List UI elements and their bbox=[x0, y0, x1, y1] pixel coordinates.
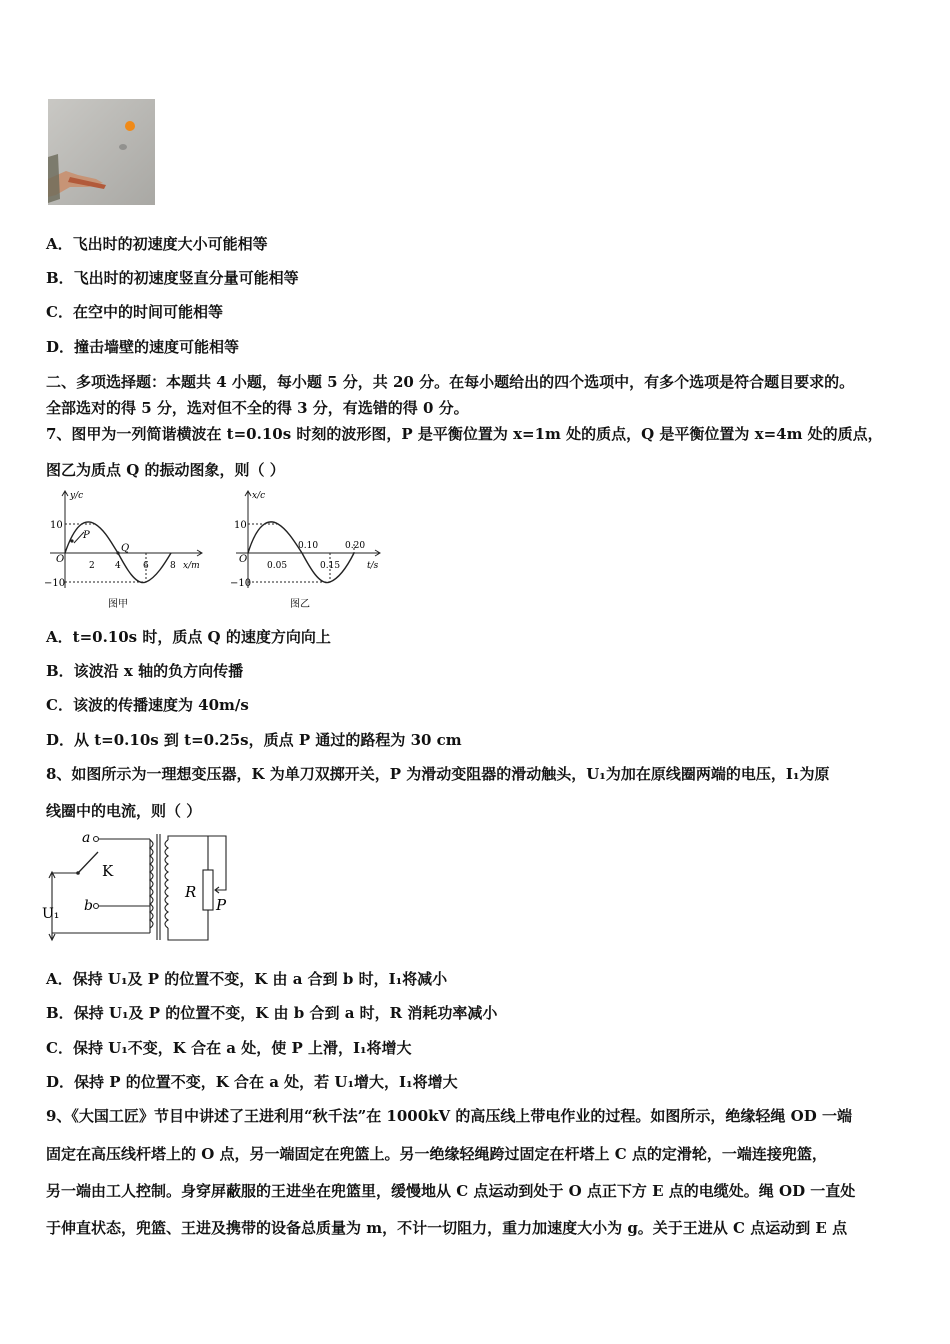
q6-option-b: B．飞出时的初速度竖直分量可能相等 bbox=[46, 269, 299, 287]
section2-heading-line2: 全部选对的得 5 分，选对但不全的得 3 分，有选错的得 0 分。 bbox=[46, 399, 469, 417]
q7-option-c: C．该波的传播速度为 40m/s bbox=[46, 696, 249, 714]
terminal-a bbox=[94, 837, 99, 842]
q6-option-d: D．撞击墙壁的速度可能相等 bbox=[46, 338, 240, 356]
label-a: a bbox=[82, 830, 91, 846]
q7-stem-line2: 图乙为质点 Q 的振动图象，则（ ） bbox=[46, 461, 285, 479]
switch-pivot bbox=[76, 871, 80, 875]
q7-stem-line1: 7、图甲为一列简谐横波在 t=0.10s 时刻的波形图，P 是平衡位置为 x=1m 处的质点，Q 是平衡位置为 x=4m 处的质点， bbox=[46, 425, 883, 443]
t-tick-005: 0.05 bbox=[267, 561, 288, 571]
terminal-b bbox=[94, 904, 99, 909]
wire-secondary-bottom bbox=[168, 910, 208, 940]
q8-option-c: C．保持 U₁不变，K 合在 a 处，使 P 上滑，I₁将增大 bbox=[46, 1039, 412, 1057]
x-axis-label: t/s bbox=[367, 561, 379, 571]
x-tick-2: 2 bbox=[89, 561, 95, 571]
figure-caption-jia: 图甲 bbox=[108, 599, 128, 610]
label-u1: U₁ bbox=[42, 906, 60, 922]
y-axis-label: y/c bbox=[70, 491, 84, 501]
q8-option-b: B．保持 U₁及 P 的位置不变，K 由 b 合到 a 时，R 消耗功率减小 bbox=[46, 1004, 498, 1022]
t-tick-015: 0.15 bbox=[320, 561, 341, 571]
q9-stem-line2: 固定在高压线杆塔上的 O 点，另一端固定在兜篮上。另一绝缘轻绳跨过固定在杆塔上 C 点的定滑轮，一端连接兜篮， bbox=[46, 1145, 827, 1163]
y-tick-minus10: −10 bbox=[44, 578, 66, 589]
q9-stem-line4: 于伸直状态，兜篮、王进及携带的设备总质量为 m，不计一切阻力，重力加速度大小为 g。关于王进从 C 点运动到 E 点 bbox=[46, 1219, 848, 1237]
point-q-label: Q bbox=[121, 543, 130, 554]
point-p bbox=[70, 539, 73, 542]
figure-caption-yi: 图乙 bbox=[290, 599, 310, 610]
q9-stem-line3: 另一端由工人控制。身穿屏蔽服的王进坐在兜篮里，缓慢地从 C 点运动到处于 O 点正下方 E 点的电缆处。绳 OD 一直处 bbox=[46, 1182, 856, 1200]
switch-k-blade bbox=[78, 852, 98, 873]
t-tick-020: 0.20 bbox=[345, 541, 366, 551]
point-q bbox=[116, 551, 119, 554]
label-k: K bbox=[102, 862, 114, 880]
point-p-label: P bbox=[83, 530, 90, 541]
origin-label: O bbox=[239, 554, 248, 565]
vibration-graph-yi bbox=[230, 488, 390, 616]
slider-wire bbox=[208, 836, 226, 890]
y-tick-minus10: −10 bbox=[230, 578, 252, 589]
y-axis-label: x/c bbox=[252, 491, 266, 501]
x-axis-label: x/m bbox=[183, 561, 200, 571]
label-r: R bbox=[185, 883, 197, 901]
q8-option-d: D．保持 P 的位置不变，K 合在 a 处，若 U₁增大，I₁将增大 bbox=[46, 1073, 458, 1091]
q6-option-c: C．在空中的时间可能相等 bbox=[46, 303, 223, 321]
resistor-r bbox=[203, 870, 213, 910]
x-tick-6: 6 bbox=[143, 561, 149, 571]
q8-option-a: A．保持 U₁及 P 的位置不变，K 由 a 合到 b 时，I₁将减小 bbox=[46, 970, 448, 988]
wire-secondary-top bbox=[168, 836, 208, 870]
q8-stem-line1: 8、如图所示为一理想变压器，K 为单刀双掷开关，P 为滑动变阻器的滑动触头，U₁为加在原线圈两端的电压，I₁为原 bbox=[46, 765, 830, 783]
q9-stem-line1: 9、《大国工匠》节目中讲述了王进利用“秋千法”在 1000kV 的高压线上带电作业的过程。如图所示，绝缘轻绳 OD 一端 bbox=[46, 1107, 852, 1125]
t-tick-010: 0.10 bbox=[298, 541, 319, 551]
y-tick-10: 10 bbox=[50, 520, 63, 531]
secondary-coil bbox=[165, 840, 168, 928]
transformer-circuit bbox=[40, 828, 240, 948]
q6-option-a: A．飞出时的初速度大小可能相等 bbox=[46, 235, 268, 253]
origin-label: O bbox=[56, 554, 65, 565]
q8-stem-line2: 线圈中的电流，则（ ） bbox=[46, 802, 202, 820]
q7-option-d: D．从 t=0.10s 到 t=0.25s，质点 P 通过的路程为 30 cm bbox=[46, 731, 462, 749]
label-b: b bbox=[84, 898, 93, 914]
x-tick-8: 8 bbox=[170, 561, 176, 571]
label-p: P bbox=[216, 896, 227, 914]
photo-ball-throw bbox=[48, 99, 155, 205]
vibration-curve bbox=[248, 522, 354, 583]
q7-option-a: A．t=0.10s 时，质点 Q 的速度方向向上 bbox=[46, 628, 331, 646]
q7-option-b: B．该波沿 x 轴的负方向传播 bbox=[46, 662, 244, 680]
wave-graph-jia bbox=[40, 488, 210, 616]
section2-heading-line1: 二、多项选择题：本题共 4 小题，每小题 5 分，共 20 分。在每小题给出的四个选项中，有多个选项是符合题目要求的。 bbox=[46, 373, 855, 391]
y-tick-10: 10 bbox=[234, 520, 247, 531]
x-tick-4: 4 bbox=[115, 561, 121, 571]
